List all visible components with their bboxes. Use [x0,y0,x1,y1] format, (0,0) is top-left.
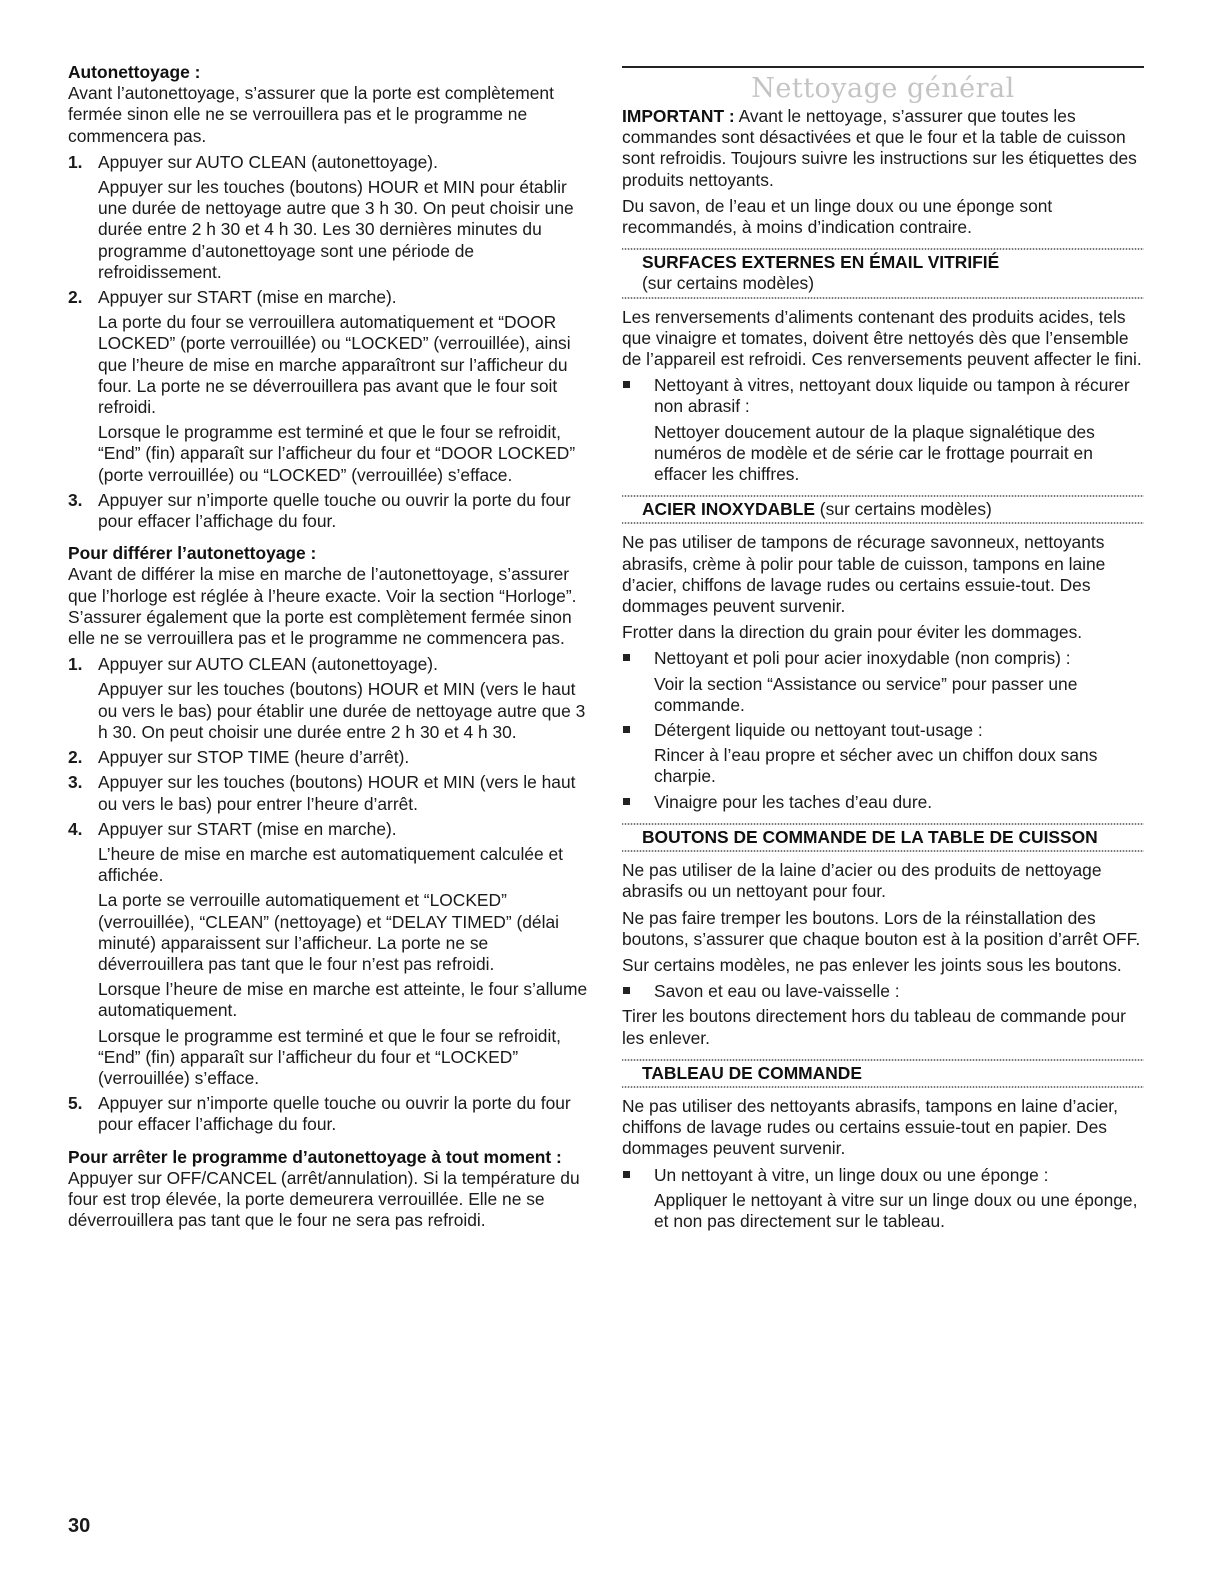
paragraph: Appuyer sur OFF/CANCEL (arrêt/annulation). Si la température du four est trop élevée, la porte demeurera verrouillée. Elle ne se déverrouillera pas tant que le four ne sera pas refroidi. [68,1167,580,1231]
item-detail: Lorsque l’heure de mise en marche est atteinte, le four s’allume automatiquement. [98,979,588,1021]
list-item [68,819,588,1089]
list-item [68,287,588,486]
top-rule [622,66,1144,68]
item-number: 3. [68,772,83,793]
bullet-detail: Nettoyer doucement autour de la plaque signalétique des numéros de modèle et de série car le frottage pourrait en effacer les chiffres. [654,421,1095,485]
bullet-item [622,720,1144,788]
item-text: Appuyer sur AUTO CLEAN (autonettoyage). [98,151,438,172]
paragraph: Ne pas utiliser de la laine d’acier ou des produits de nettoyage abrasifs ou un nettoyant pour four. [622,860,1102,902]
item-text: Appuyer sur n’importe quelle touche ou ouvrir la porte du four pour effacer l’affichage du four. [98,489,571,532]
subsection-header-email [622,250,1144,296]
bullet-text: Nettoyant à vitres, nettoyant doux liquide ou tampon à récurer non abrasif : [654,375,1130,417]
bullet-item [622,648,1144,716]
bullet-text: Détergent liquide ou nettoyant tout-usage : [654,720,983,741]
heading-arreter: Pour arrêter le programme d’autonettoyage à tout moment : [68,1146,562,1167]
item-detail: La porte se verrouille automatiquement et “LOCKED” (verrouillée), “CLEAN” (nettoyage) et “DELAY TIMED” (délai minuté) apparaissent sur l’afficheur. La porte ne se déverrouillera pas tant que le four n’est pas refroidi. [98,890,560,974]
square-bullet-icon [623,381,630,388]
bullet-list [622,1165,1144,1233]
item-number: 4. [68,818,83,839]
subsection-title: BOUTONS DE COMMANDE DE LA TABLE DE CUISSON [642,826,1098,847]
item-detail: L’heure de mise en marche est automatiquement calculée et affichée. [98,843,563,886]
subsection-title: SURFACES EXTERNES EN ÉMAIL VITRIFIÉ [642,252,1000,273]
list-item [68,772,588,814]
bullet-text: Nettoyant et poli pour acier inoxydable (non compris) : [654,648,1071,669]
item-number: 2. [68,747,83,768]
bullet-list [622,981,1144,1002]
item-detail: Appuyer sur les touches (boutons) HOUR et MIN (vers le haut ou vers le bas) pour établir une durée de nettoyage autre que 3 h 30. On peut choisir une durée entre 2 h 30 et 4 h 30. [98,679,586,742]
list-item [68,1093,588,1135]
bullet-text: Vinaigre pour les taches d’eau dure. [654,791,933,812]
bullet-text: Un nettoyant à vitre, un linge doux ou une éponge : [654,1164,1049,1185]
list-item [68,152,588,283]
item-text: Appuyer sur START (mise en marche). [98,287,397,308]
bullet-list [622,375,1144,485]
paragraph: Avant de différer la mise en marche de l’autonettoyage, s’assurer que l’horloge est réglée à l’heure exacte. Voir la section “Horloge”. S’assurer également que la porte est complètement fermée sinon elle ne se verrouillera pas et le programme ne commencera pas. [68,564,577,649]
item-detail: Lorsque le programme est terminé et que le four se refroidit, “End” (fin) apparaît sur l’afficheur du four et “LOCKED” (verrouillée) s’efface. [98,1025,562,1088]
numbered-list [68,654,588,1135]
square-bullet-icon [623,1171,630,1178]
left-column [68,62,588,1231]
square-bullet-icon [623,654,630,661]
list-item [68,654,588,743]
item-detail: Lorsque le programme est terminé et que le four se refroidit, “End” (fin) apparaît sur l’afficheur du four et “DOOR LOCKED” (porte verrouillée) ou “LOCKED” (verrouillée) s’efface. [98,422,576,485]
heading-differer: Pour différer l’autonettoyage : [68,543,317,564]
item-text: Appuyer sur n’importe quelle touche ou ouvrir la porte du four pour effacer l’affichage du four. [98,1093,571,1135]
paragraph: Sur certains modèles, ne pas enlever les joints sous les boutons. [622,954,1122,975]
subsection-subtitle: (sur certains modèles) [642,273,815,294]
square-bullet-icon [623,726,630,733]
important-text: Avant le nettoyage, s’assurer que toutes les commandes sont désactivées et que le four et la table de cuisson sont refroidis. Toujours suivre les instructions sur les étiquettes des produits nettoyants. [622,106,1137,190]
subsection-title-suffix: (sur certains modèles) [814,499,992,520]
dotted-rule [622,297,1144,299]
paragraph: Frotter dans la direction du grain pour éviter les dommages. [622,622,1083,643]
paragraph: Du savon, de l’eau et un linge doux ou une éponge sont recommandés, à moins d’indication contraire. [622,195,1053,238]
paragraph: Avant l’autonettoyage, s’assurer que la porte est complètement fermée sinon elle ne se verrouillera pas et le programme ne commencera pas. [68,83,554,146]
item-detail: La porte du four se verrouillera automatiquement et “DOOR LOCKED” (porte verrouillée) ou “LOCKED” (verrouillée), ainsi que l’heure de mise en marche apparaîtront sur l’afficheur du four. La porte ne se déverrouillera pas avant que le four soit refroidi. [98,312,571,418]
square-bullet-icon [623,798,630,805]
item-detail: Appuyer sur les touches (boutons) HOUR et MIN pour établir une durée de nettoyage autre que 3 h 30. On peut choisir une durée entre 2 h 30 et 4 h 30. Les 30 dernières minutes du programme d’autonettoyage sont une période de refroidissement. [98,177,574,282]
subsection-header-tableau [622,1061,1144,1086]
square-bullet-icon [623,987,630,994]
paragraph: Les renversements d’aliments contenant des produits acides, tels que vinaigre et tomates, doivent être nettoyés dès que l’ensemble de l’appareil est refroidi. Ces renversements peuvent affecter le fini. [622,306,1142,370]
bullet-item [622,375,1144,485]
item-number: 1. [68,654,83,675]
heading-autonettoyage: Autonettoyage : [68,62,201,82]
right-column [622,66,1144,1236]
page-number: 30 [68,1515,91,1537]
important-label: IMPORTANT : [622,106,735,126]
paragraph: Ne pas utiliser des nettoyants abrasifs, tampons en laine d’acier, chiffons de lavage rudes ou certains essuie-tout en papier. Des dommages peuvent survenir. [622,1095,1118,1159]
item-text: Appuyer sur START (mise en marche). [98,818,397,839]
subsection-title: TABLEAU DE COMMANDE [642,1062,862,1083]
paragraph: Tirer les boutons directement hors du tableau de commande pour les enlever. [622,1006,1126,1048]
section-title: Nettoyage général [751,73,1015,104]
subsection-header-boutons [622,825,1144,850]
bullet-detail: Voir la section “Assistance ou service” pour passer une commande. [654,673,1078,715]
bullet-item [622,1165,1144,1233]
bullet-item [622,792,1144,813]
bullet-item [622,981,1144,1002]
item-text: Appuyer sur STOP TIME (heure d’arrêt). [98,747,410,768]
bullet-detail: Appliquer le nettoyant à vitre sur un linge doux ou une éponge, et non pas directement sur le tableau. [654,1189,1138,1231]
item-number: 1. [68,151,83,172]
item-number: 2. [68,287,83,308]
paragraph: Ne pas faire tremper les boutons. Lors de la réinstallation des boutons, s’assurer que chaque bouton est à la position d’arrêt OFF. [622,907,1141,949]
bullet-detail: Rincer à l’eau propre et sécher avec un chiffon doux sans charpie. [654,745,1098,787]
subsection-header-inox [622,497,1144,522]
dotted-rule [622,522,1144,524]
numbered-list [68,152,588,532]
item-number: 3. [68,489,83,510]
important-paragraph [622,106,1144,191]
subsection-title: ACIER INOXYDABLE [642,499,815,520]
dotted-rule [622,1086,1144,1088]
list-item [68,490,588,532]
dotted-rule [622,850,1144,852]
paragraph: Ne pas utiliser de tampons de récurage savonneux, nettoyants abrasifs, crème à polir pour table de cuisson, tampons en laine d’acier, chiffons de lavage rudes ou certains essuie-tout. Des dommages peuvent survenir. [622,532,1106,617]
bullet-list [622,648,1144,812]
item-text: Appuyer sur les touches (boutons) HOUR et MIN (vers le haut ou vers le bas) pour entrer l’heure d’arrêt. [98,772,576,814]
list-item [68,747,588,768]
bullet-text: Savon et eau ou lave-vaisselle : [654,981,900,1002]
item-number: 5. [68,1093,83,1114]
item-text: Appuyer sur AUTO CLEAN (autonettoyage). [98,654,438,675]
